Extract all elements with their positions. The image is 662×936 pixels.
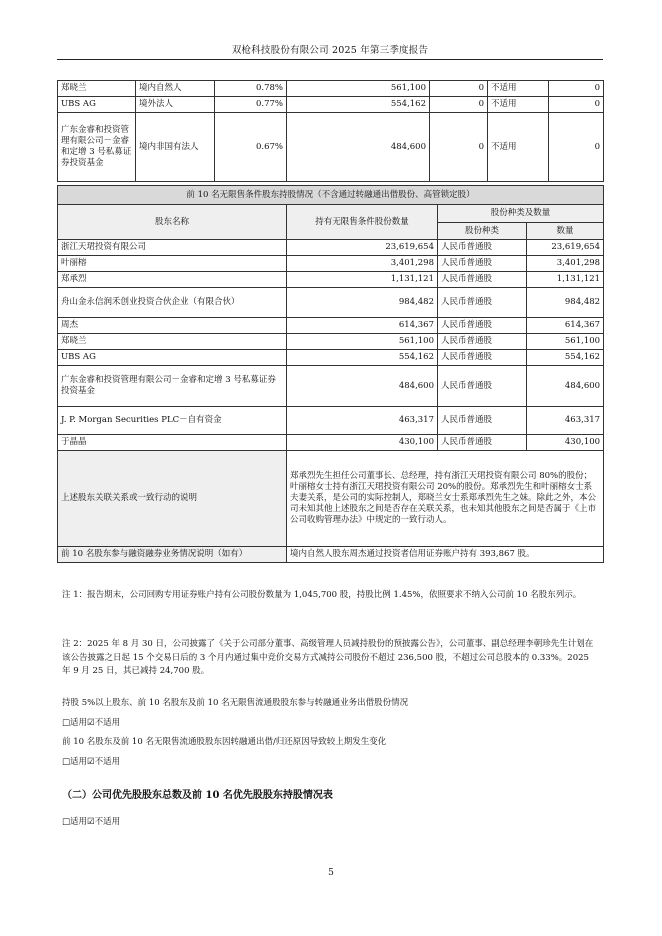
holder-percent-cell: 0.78%	[215, 81, 287, 97]
pledge-status-cell: 不适用	[488, 97, 549, 113]
share-type-cell: 人民币普通股	[438, 272, 527, 288]
table-row	[58, 288, 604, 318]
holder-name-cell: 周杰	[58, 318, 287, 334]
table-row	[58, 81, 604, 97]
change-line: 前 10 名股东及前 10 名无限售流通股股东因转融通出借/归还原因导致较上期发生变化	[62, 737, 387, 747]
preferred-applicability: □适用☑不适用	[62, 817, 121, 827]
holder-nature-cell: 境外法人	[136, 97, 215, 113]
holder-shares-cell: 561,100	[287, 81, 430, 97]
header-divider	[57, 59, 603, 60]
lending-line: 持股 5%以上股东、前 10 名股东及前 10 名无限售流通股股东参与转融通业务出借股份情况	[62, 698, 409, 708]
unrestricted-shareholders-table	[57, 185, 604, 563]
share-type-cell: 人民币普通股	[438, 334, 527, 350]
col-header-unrestricted-qty: 持有无限售条件股份数量	[287, 205, 438, 240]
unrestricted-table-title: 前 10 名无限售条件股东持股情况（不含通过转融通出借股份、高管锁定股）	[58, 186, 604, 205]
share-type-cell: 人民币普通股	[438, 318, 527, 334]
holder-shares-cell: 484,600	[287, 113, 430, 182]
holder-name-cell: 舟山金永信润禾创业投资合伙企业（有限合伙）	[58, 288, 287, 318]
unrestricted-qty-cell: 554,162	[287, 350, 438, 366]
pledge-quantity-cell: 0	[549, 97, 604, 113]
share-count-cell: 484,600	[527, 366, 604, 407]
relation-label-cell: 上述股东关联关系或一致行动的说明	[58, 451, 287, 547]
holder-name-cell: J. P. Morgan Securities PLC－自有资金	[58, 407, 287, 435]
table-row	[58, 435, 604, 451]
pledge-quantity-cell: 0	[549, 113, 604, 182]
unrestricted-qty-cell: 463,317	[287, 407, 438, 435]
report-header-title: 双枪科技股份有限公司 2025 年第三季度报告	[231, 45, 429, 56]
holder-nature-cell: 境内非国有法人	[136, 113, 215, 182]
share-count-cell: 23,619,654	[527, 240, 604, 256]
share-type-cell: 人民币普通股	[438, 240, 527, 256]
share-type-cell: 人民币普通股	[438, 288, 527, 318]
table-row	[58, 366, 604, 407]
share-count-cell: 3,401,298	[527, 256, 604, 272]
section-preferred-title: （二）公司优先股股东总数及前 10 名优先股股东持股情况表	[62, 790, 333, 801]
change-applicability: □适用☑不适用	[62, 757, 121, 767]
share-count-cell: 554,162	[527, 350, 604, 366]
unrestricted-qty-cell: 984,482	[287, 288, 438, 318]
pledge-status-cell: 不适用	[488, 113, 549, 182]
unrestricted-qty-cell: 561,100	[287, 334, 438, 350]
share-type-cell: 人民币普通股	[438, 407, 527, 435]
col-header-share-type-group: 股份种类及数量	[438, 205, 604, 223]
table-row	[58, 97, 604, 113]
holder-name-cell: UBS AG	[58, 350, 287, 366]
col-header-count: 数量	[527, 223, 604, 240]
holder-name-cell: 广东金睿和投资管理有限公司－金睿和定增 3 号私募证券投资基金	[58, 113, 136, 182]
share-type-cell: 人民币普通股	[438, 256, 527, 272]
note-1: 注 1：报告期末，公司回购专用证券账户持有公司股份数量为 1,045,700 股，持股比例 1.45%，依照要求不纳入公司前 10 名股东列示。	[62, 590, 582, 600]
restricted-shares-cell: 0	[430, 97, 488, 113]
holder-name-cell: 广东金睿和投资管理有限公司－金睿和定增 3 号私募证券投资基金	[58, 366, 287, 407]
relation-text-cell: 郑承烈先生担任公司董事长、总经理，持有浙江天珺投资有限公司 80%的股份；叶丽榕女士持有浙江天珺投资有限公司 20%的股份。郑承烈先生和叶丽榕女士系夫妻关系，是公司的实际控制人，郑晓兰女士系郑承烈先生之妹。除此之外，本公司未知其他上述股东之间是否存在关联关系，也未知其他股东之间是否属于《上市公司收购管理办法》中规定的一致行动人。	[287, 451, 604, 547]
table-row	[58, 256, 604, 272]
table-row	[58, 272, 604, 288]
table-row	[58, 350, 604, 366]
table-row	[58, 407, 604, 435]
restricted-shares-cell: 0	[430, 113, 488, 182]
share-count-cell: 561,100	[527, 334, 604, 350]
share-count-cell: 430,100	[527, 435, 604, 451]
share-count-cell: 614,367	[527, 318, 604, 334]
share-count-cell: 1,131,121	[527, 272, 604, 288]
share-type-cell: 人民币普通股	[438, 435, 527, 451]
share-type-cell: 人民币普通股	[438, 366, 527, 407]
share-count-cell: 984,482	[527, 288, 604, 318]
unrestricted-qty-cell: 3,401,298	[287, 256, 438, 272]
unrestricted-qty-cell: 23,619,654	[287, 240, 438, 256]
note-2: 注 2：2025 年 8 月 30 日，公司披露了《关于公司部分董事、高级管理人员减持股份的预披露公告》，公司董事、副总经理李朝珍先生计划在该公告披露之日起 15 个交易日后的 3 个月内通过集中竞价交易方式减持公司股份不超过 236,500 股，不超过公司总股本的 0.33%。2025 年 9 月 25 日，其已减持 24,700 股。	[62, 639, 594, 676]
holder-name-cell: 于晶晶	[58, 435, 287, 451]
holder-percent-cell: 0.67%	[215, 113, 287, 182]
pledge-status-cell: 不适用	[488, 81, 549, 97]
holder-name-cell: 叶丽榕	[58, 256, 287, 272]
holder-name-cell: 郑承烈	[58, 272, 287, 288]
table-row	[58, 334, 604, 350]
page-number: 5	[328, 868, 334, 878]
unrestricted-qty-cell: 614,367	[287, 318, 438, 334]
margin-label-cell: 前 10 名股东参与融资融券业务情况说明（如有）	[58, 547, 287, 563]
lending-applicability: □适用☑不适用	[62, 718, 121, 728]
unrestricted-qty-cell: 430,100	[287, 435, 438, 451]
unrestricted-qty-cell: 1,131,121	[287, 272, 438, 288]
holder-percent-cell: 0.77%	[215, 97, 287, 113]
share-type-cell: 人民币普通股	[438, 350, 527, 366]
holder-shares-cell: 554,162	[287, 97, 430, 113]
table-row	[58, 240, 604, 256]
holder-name-cell: 浙江天珺投资有限公司	[58, 240, 287, 256]
restricted-shares-cell: 0	[430, 81, 488, 97]
pledge-quantity-cell: 0	[549, 81, 604, 97]
col-header-holder: 股东名称	[58, 205, 287, 240]
holder-name-cell: 郑晓兰	[58, 334, 287, 350]
table-row	[58, 113, 604, 182]
unrestricted-qty-cell: 484,600	[287, 366, 438, 407]
margin-text-cell: 境内自然人股东周杰通过投资者信用证券账户持有 393,867 股。	[287, 547, 604, 563]
table-row	[58, 318, 604, 334]
holder-nature-cell: 境内自然人	[136, 81, 215, 97]
top-shareholders-table	[57, 80, 604, 182]
share-count-cell: 463,317	[527, 407, 604, 435]
col-header-share-type: 股份种类	[438, 223, 527, 240]
holder-name-cell: 郑晓兰	[58, 81, 136, 97]
holder-name-cell: UBS AG	[58, 97, 136, 113]
